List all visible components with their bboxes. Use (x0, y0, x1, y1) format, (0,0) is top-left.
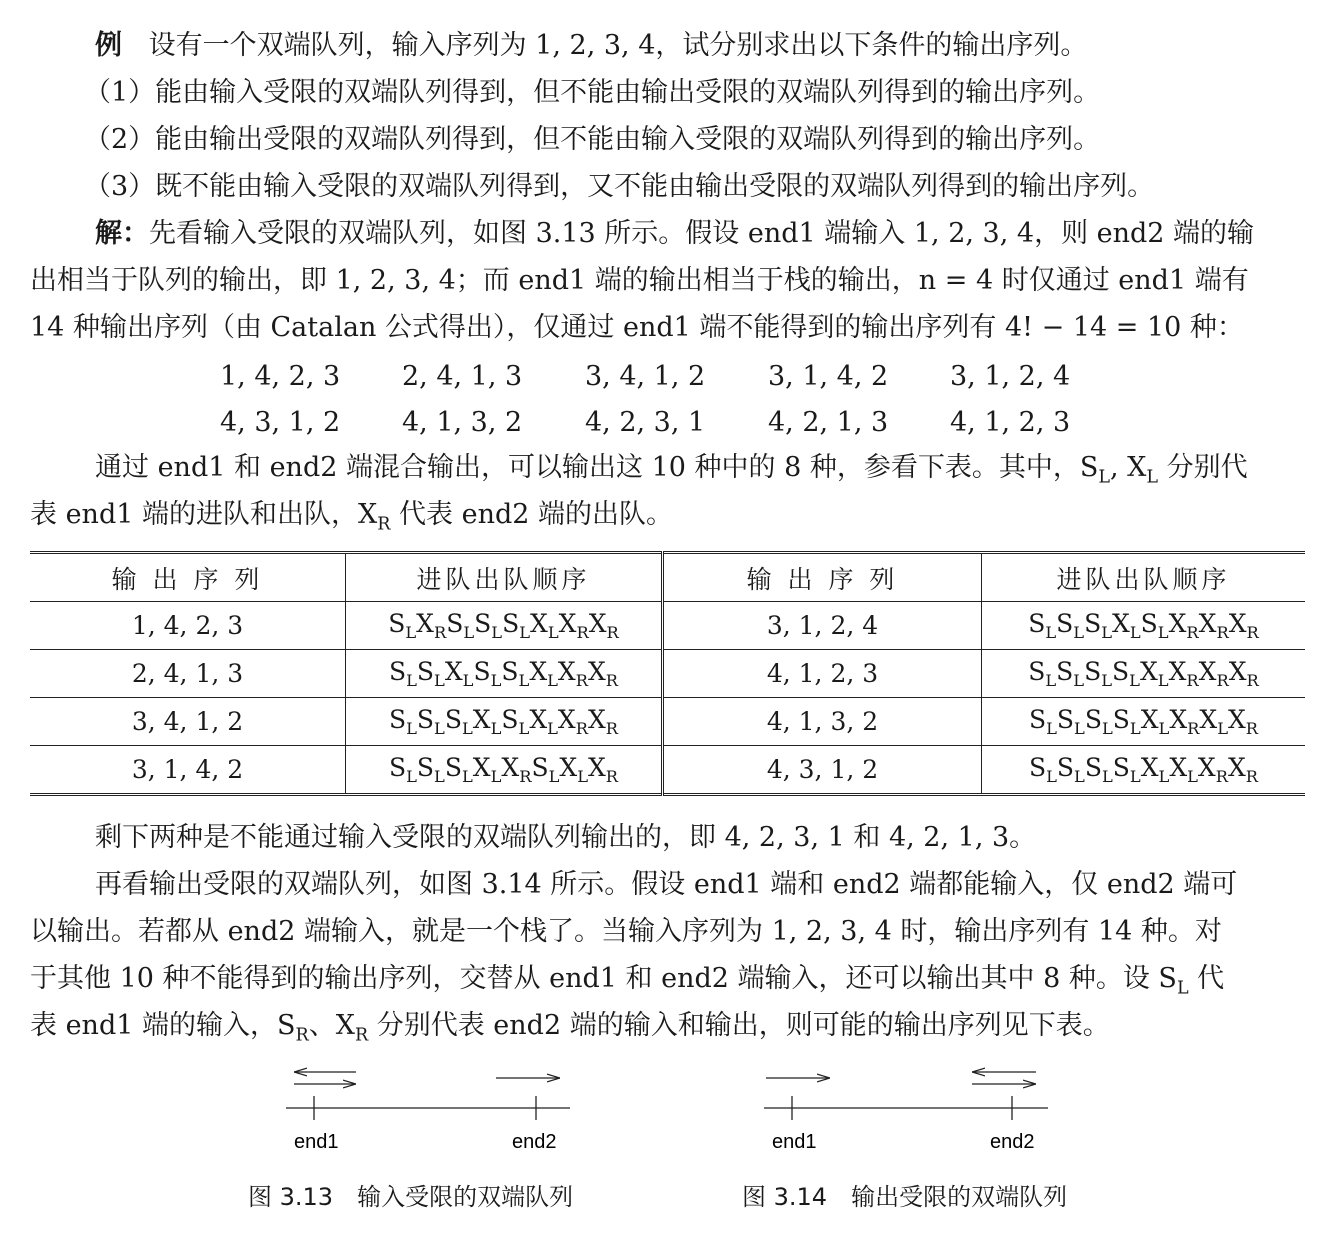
output-sequence-cell: 2, 4, 1, 3 (30, 650, 346, 698)
table-body (30, 602, 1305, 795)
sequence-table (30, 551, 1305, 796)
sequence-item: 2, 4, 1, 3 (402, 361, 523, 392)
output-sequence-cell: 4, 1, 3, 2 (663, 698, 982, 746)
figure-input-restricted (280, 1062, 580, 1162)
sequence-item: 4, 2, 3, 1 (585, 407, 706, 438)
output-sequence-cell: 1, 4, 2, 3 (30, 602, 346, 650)
mix-text-2: 表 end1 端的进队和出队，X (30, 499, 378, 530)
header-output-seq: 输 出 序 列 (663, 553, 982, 602)
sequence-item: 4, 1, 2, 3 (950, 407, 1071, 438)
operation-order-cell: $S_LS_LS_LX_LS_LX_LX_RX_R$ (346, 698, 663, 746)
output-text-4: 表 end1 端的输入，S (30, 1010, 296, 1041)
output-line-1: 再看输出受限的双端队列，如图 3.14 所示。假设 end1 端和 end2 端都能输入，仅 end2 端可 (95, 869, 1238, 900)
output-sequence-cell: 3, 4, 1, 2 (30, 698, 346, 746)
sequence-row-2 (0, 401, 1339, 445)
question-2: （2）能由输出受限的双端队列得到，但不能由输入受限的双端队列得到的输出序列。 (84, 124, 1101, 155)
figure-caption-2: 图 3.14 输出受限的双端队列 (742, 1183, 1068, 1211)
table-row (30, 746, 1305, 795)
question-3: （3）既不能由输入受限的双端队列得到，又不能由输出受限的双端队列得到的输出序列。 (84, 171, 1155, 202)
mix-text-1: 通过 end1 和 end2 端混合输出，可以输出这 10 种中的 8 种，参看下表。其中，S (95, 452, 1099, 483)
operation-order-cell: $S_LX_RS_LS_LS_LX_LX_RX_R$ (346, 602, 663, 650)
header-order: 进队出队顺序 (982, 553, 1306, 602)
figure-output-restricted (758, 1062, 1058, 1162)
header-order: 进队出队顺序 (346, 553, 663, 602)
table-row (30, 650, 1305, 698)
operation-order-cell: $S_LS_LS_LS_LX_LX_RX_LX_R$ (982, 698, 1306, 746)
operation-order-cell: $S_LS_LS_LS_LX_LX_LX_RX_R$ (1028, 753, 1259, 786)
example-text: 设有一个双端队列，输入序列为 1, 2, 3, 4，试分别求出以下条件的输出序列。 (148, 30, 1088, 61)
solution-line-2: 出相当于队列的输出，即 1, 2, 3, 4；而 end1 端的输出相当于栈的输出，n = 4 时仅通过 end1 端有 (30, 265, 1249, 296)
solution-label: 解： (95, 218, 149, 249)
example-label: 例 (95, 30, 122, 61)
operation-order-cell: $S_LS_LS_LS_LX_LX_RX_RX_R$ (982, 650, 1306, 698)
solution-text-1: 先看输入受限的双端队列，如图 3.13 所示。假设 end1 端输入 1, 2, 3, 4，则 end2 端的输 (149, 218, 1255, 249)
sequence-item: 4, 2, 1, 3 (768, 407, 889, 438)
end1-label: end1 (294, 1131, 339, 1153)
sequence-item: 3, 1, 2, 4 (950, 361, 1071, 392)
sequence-item: 4, 1, 3, 2 (402, 407, 523, 438)
output-sequence-cell: 3, 1, 4, 2 (30, 746, 346, 795)
table-row (30, 698, 1305, 746)
sequence-item: 3, 1, 4, 2 (768, 361, 889, 392)
operation-order-cell: $S_LS_LX_LS_LS_LX_LX_RX_R$ (346, 650, 663, 698)
sequence-item: 4, 3, 1, 2 (220, 407, 341, 438)
figure-caption-1: 图 3.13 输入受限的双端队列 (248, 1183, 574, 1211)
solution-line-1 (95, 212, 1254, 256)
question-1: （1）能由输入受限的双端队列得到，但不能由输出受限的双端队列得到的输出序列。 (84, 77, 1101, 108)
operation-order-cell: $S_LS_LS_LX_LS_LX_RX_RX_R$ (982, 602, 1306, 650)
output-sequence-cell: 3, 1, 2, 4 (663, 602, 982, 650)
sequence-item: 3, 4, 1, 2 (585, 361, 706, 392)
operation-order-cell: $S_LS_LS_LX_LX_RS_LX_LX_R$ (346, 746, 663, 795)
example-line (95, 24, 1087, 68)
sequence-row-1 (0, 355, 1339, 399)
mix-line-2: 表 end1 端的进队和出队，$X_R$ 代表 end2 端的出队。 (30, 499, 673, 535)
end1-label: end1 (772, 1131, 817, 1153)
remain-line: 剩下两种是不能通过输入受限的双端队列输出的，即 4, 2, 3, 1 和 4, 2, 1, 3。 (95, 822, 1037, 853)
output-line-4: 表 end1 端的输入，$S_R$、$X_R$ 分别代表 end2 端的输入和输出，则可能的输出序列见下表。 (30, 1010, 1110, 1046)
table-row (30, 602, 1305, 650)
output-line-3: 于其他 10 种不能得到的输出序列，交替从 end1 和 end2 端输入，还可以输出其中 8 种。设 $S_L$ 代 (30, 963, 1225, 999)
solution-line-3: 14 种输出序列（由 Catalan 公式得出），仅通过 end1 端不能得到的输出序列有 4! − 14 = 10 种： (30, 312, 1244, 343)
output-sequence-cell: 4, 1, 2, 3 (663, 650, 982, 698)
end2-label: end2 (990, 1131, 1035, 1153)
output-line-2: 以输出。若都从 end2 端输入，就是一个栈了。当输入序列为 1, 2, 3, 4 时，输出序列有 14 种。对 (30, 916, 1222, 947)
sequence-item: 1, 4, 2, 3 (220, 361, 341, 392)
mix-line-1: 通过 end1 和 end2 端混合输出，可以输出这 10 种中的 8 种，参看下表。其中，$S_L$, $X_L$ 分别代 (95, 452, 1248, 488)
header-output-seq: 输 出 序 列 (30, 553, 346, 602)
end2-label: end2 (512, 1131, 557, 1153)
table-header-row (30, 553, 1305, 602)
output-text-3: 于其他 10 种不能得到的输出序列，交替从 end1 和 end2 端输入，还可以输出其中 8 种。设 S (30, 963, 1177, 994)
output-sequence-cell: 4, 3, 1, 2 (663, 746, 982, 795)
